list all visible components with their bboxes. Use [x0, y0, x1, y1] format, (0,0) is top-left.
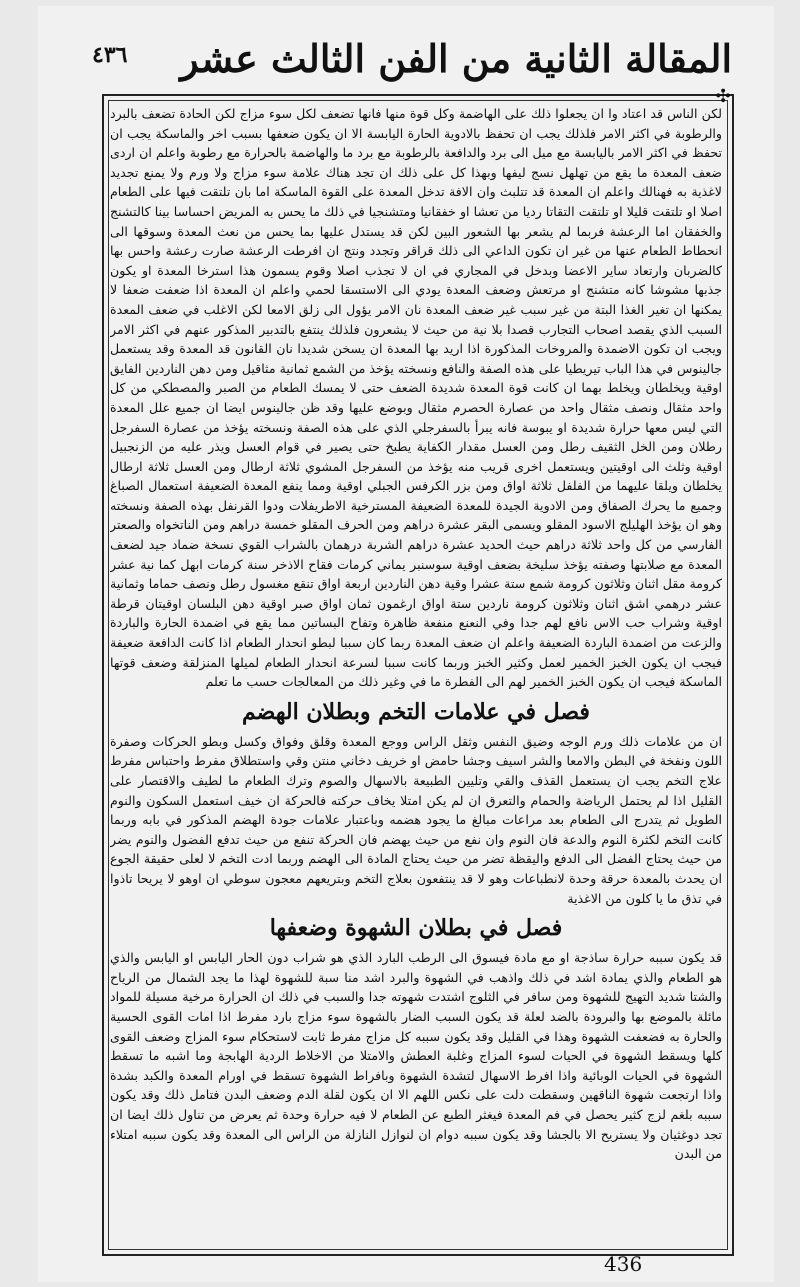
intro-paragraph: لكن الناس قد اعتاد وا ان يجعلوا ذلك على الهاضمة وكل قوة منها فانها تضعف لكل سوء مزاج لكن الحادة تضعف بالبرد والرطوبة في اكثر الامر فلذلك يجب ان تحفظ بالادوية الحارة اليابسة الا ان يكون ضعفها بسبب اخر والماسكة يجب ان تحفظ في اكثر الامر باليابسة مع ميل الى برد والدافعة بالرطوبة مع برد ما والهاضمة بالحرارة مع رطوبة واعلم ان اردى ضعف المعدة ما يقع من تهلهل نسج ليفها وبهذا كل على ذلك ان تجد هناك علامة سوء مزاج ولا ورم ولا يمنع تجديد لاغذية به فهنالك واعلم ان المعدة قد تتلبث وان الافة تدخل المعدة على القوة الماسكة اما بان تلتقت فيها على الطعام اصلا او تلتقت قليلا او تلتقت التقاتا رديا من تعشا او خفقانيا ومتشنجيا في ذلك ما يحس به المريض احساسا بينا كالتشنج والخفقان اما الرعشة فربما لم يشعر بها الشعور البين لكن قد يستدل عليها بما يحس من نعث المعدة وسوقها الى انحطاط الطعام عنها من غير ان تكون الداعي الى ذلك قراقر وتجدد ونتج ان افرطت الرعشة صارت رعشة واحس بها كالضربان وارتعاد ساير الاعضا وبدخل في المجاري في ان لا تجذب اصلا وقوم يسمون هذا استرخا المعدة او يكون جذبها مشوشا كانه متشنج او مرتعش وضعف المعدة يودي الى الاستسقا لحمي واعلم ان المعدة اذا ضعفت ضعفا لا يمكنها ان تغير الغذا البتة من غير سبب غير ضعف المعدة نان الامر يؤول الى زلق الامعا لكن الاغلب في ضعف المعدة السبب الذي يقصد اصحاب التجارب قصدا بلا نية من حيث لا يشعرون فلذلك ينتفع بالتدبير المذكور عنهم في اكثر الامر ويجب ان تكون الاضمدة والمروخات المذكورة اذا اريد بها المعدة ان يسخن شديدا نان القانون قد المعدة وقد يستعمل جالينوس في هذا الباب تيريطيا على هذه الصفة والنافع ونسخته يؤخذ من الشمع ثمانية مثاقيل ومن دهن الناردين الفايق اوقية ويخلطان ويخلط بهما ان كانت قوة المعدة شديدة الضعف حتى لا يمسك الطعام من الصبر والمصطكي من كل واحد مثقال ونصف مثقال واحد من عصارة الحصرم مثقال وبوضع عليها وقد ظن جالينوس ايضا ان جميع علل المعدة التي ليس معها حرارة شديدة او يبوسة فانه يبرأ بالسفرجلي الذي على هذه الصفة ونسخته يؤخذ من عصارة السفرجل رطلان ومن الخل الثقيف رطل ومن العسل مقدار الكفاية يطبخ حتى يصير في قوام العسل ويذر عليه من الزنجبيل اوقية وثلث الى اوقيتين ويستعمل اخرى قريب منه يؤخذ من السفرجل المشوي ثلاثة ارطال ومن العسل ثلاثة ارطال يخلطان ويلقا عليهما من الفلفل ثلاثة اواق ومن بزر الكرفس الجبلي اوقية ومما ينفع المعدة الضعيفة استعمال الصباغ وجميع ما يحرك الصفاق ومن الادوية الجيدة للمعدة الضعيفة المسترخية الاطريفلات ودوا القرنفل بهذه الصفة ونسخته وهو ان يؤخذ الهليلج الاسود المقلو ويسمى البقر عشرة دراهم ومن الحرف المقلو خمسة دراهم ومن الناتخواه والصعتر الفارسي من كل واحد ثلاثة دراهم حيث الحديد عشرة دراهم الشربة درهمان بالشراب القوي نسخة ضماد جيد لضعف المعدة مع صلابتها وصفته يؤخذ سليخة بضعف اوقية سوسنبر يماني كرمات فقاح الاذخر سنة كرمات ابهل كما نية عشر كرومة مقل اثنان وثلاثون كرومة شمع ستة عشرا وقية دهن الناردين اربعة اواق تنقع مغسول رطل ونصف حماما وثمانية عشر درهمي اشق اثنان وثلاثون كرومة ناردين ستة اواق ارغمون ثمان اواق صبر اوقية دهن البلسان اوقيتان قرطة اوقية وشراب حب الاس نافع لهم جدا وفي النعنع منفعة ظاهرة وتفاح البساتين مما يقع في اضمدة الحارة والباردة والزعت من اضمدة الباردة الضعيفة واعلم ان ضعف المعدة ربما كان سببا لبطو انحدار الطعام اذا كانت الدافعة ضعيفة فيجب ان يكون الخبز الخمير لعمل وكثير الخبز وربما كانت سببا لسرعة انحدار الطعام لميلها المنزلقة وضعف قوتها الماسكة فيجب ان يكون الخبز الخمير لهم الى الفطرة ما في وغير ذلك من المعالجات حسب ما تعلم — [110, 106, 722, 690]
section-heading-appetite: فصل في بطلان الشهوة وضعفها — [269, 915, 563, 942]
section-paragraph-indigestion: ان من علامات ذلك ورم الوجه وضيق النفس وثقل الراس ووجع المعدة وقلق وفواق وكسل وبطو الحركات وصفرة اللون ونفخة في البطن والامعا والشر اسيف وجشا حامض او خريف دخاني منتن وقي واستطلاق مفرط واحتباس مفرط علاج التخم يجب ان يستعمل القذف والقي وتليين الطبيعة بالاسهال والصوم وترك الطعام ما لطيف والاقتصار على القليل اذا لم يحتمل الرياضة والحمام والتعرق ان لم يكن امتلا يخاف حركته فالحركة ان خيف استعمل السكون والنوم الطويل ثم يتدرج الى الطعام بعد مراعات مبالغ ما يجود هضمه وباعتبار علامات جودة الهضم المذكور في بابه وربما كانت التخم لكثرة النوم والدعة فان النوم وان نفع من حيث يهضم فان الحركة تنفع من حيث تدفع الفضول والنوم يضر من حيث يحتاج الفضل الى الدفع واليقظة تضر من حيث يحتاج المادة الى الهضم وربما ادت التخم لا لعلى حقيقة الجوع ان يحدث بالمعدة حرقة وحدة لانطباعات وهو لا قد ينتفعون بعلاج التخم وبتريعهم معجون سوطي ان اوهو لا يريحا تاذوا في تذق ما يا كلون من الاغذية — [110, 733, 722, 906]
header-title: المقالة الثانية من الفن الثالث عشر — [180, 36, 732, 81]
section-heading-indigestion: فصل في علامات التخم وبطلان الهضم — [242, 698, 590, 725]
corner-ornament-icon: ✣ — [715, 86, 731, 107]
header-page-number: ٤٣٦ — [92, 42, 128, 68]
section-paragraph-appetite: قد يكون سببه حرارة ساذجة او مع مادة فيسوق الى الرطب البارد الذي هو شراب دون الحار اليابس او اليابس والذي هو الطعام والذي يمادة اشد في ذلك واذهب في الشهوة والبرد اشد منا سبة للشهوة لهذا ما يجد الشمال من الرياح والشتا شديد التهيج للشهوة ومن سافر في الثلوج اشتدت شهوته جدا والسبب في ذلك ان الحرارة مرخية مسيلة للمواد مائلة بالموضع بها والبرودة بالضد لعلة قد يكون السبب الضار بالشهوة سوء مزاج بارد مفرط اذا امات القوى الحسية والحارة به فضعفت الشهوة وهذا في القليل وقد يكون سببه كل مزاج مفرط ثابت لاستحكام سوء المزاج وضعف القوى كلها ويسقط الشهوة في الحيات لسوء المزاج وغلبة العطش والامتلا من الاخلاط الردية الهابجة وما اشبه ما تسقط الشهوة في الحيات الوبائية واذا افرط الاسهال لتشدة الشهوة وبافراط الشهوة تسقط في اورام المعدة والكبد بشدة واذا ارتجعت شهوة الناقهين وسقطت دلت على نكس اللهم الا ان يكون لقلة الدم وضعف البدن فتامل ذلك وقد يكون سببه بلغم لزج كثير يحصل في فم المعدة فيغثر الطبع عن الطعام لا فيه حرارة وحدة ثم يعرض من تناول ذلك ايضا ان تجد دوغثيان ولا يستريح الا بالجشا وقد يكون سببه دوام ان لنوازل النازلة من الراس الى المعدة وقد يكون سببه امتلاء من البدن — [110, 950, 722, 1162]
footer-page-number: 436 — [604, 1252, 643, 1276]
page-header — [92, 28, 732, 94]
body-text — [110, 104, 722, 1244]
